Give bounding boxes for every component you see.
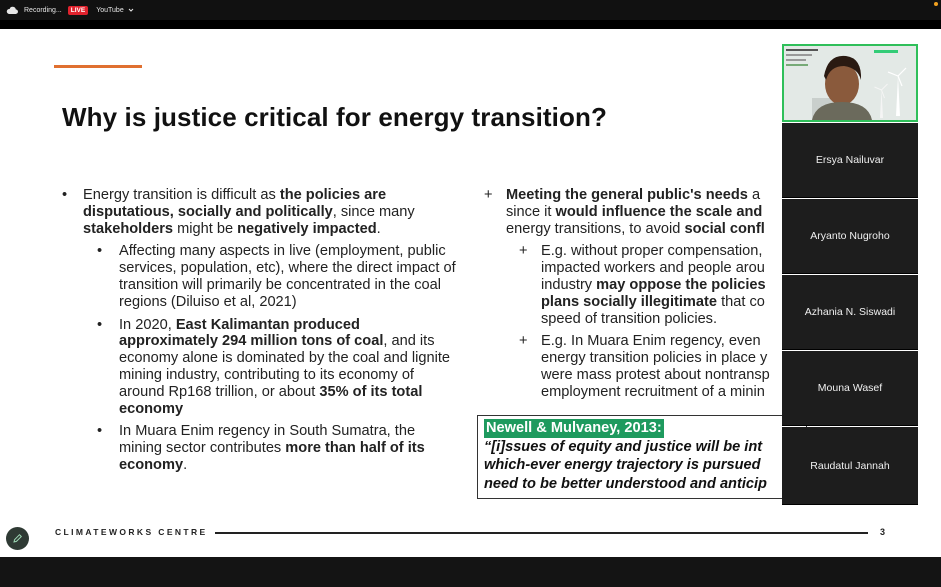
quote-line: need to be better understood and anticip (484, 475, 767, 492)
active-speaker-video[interactable] (782, 44, 918, 122)
bullet-plus: + (519, 243, 528, 260)
chevron-down-icon (128, 7, 134, 13)
annotate-button[interactable] (6, 527, 29, 550)
participants-panel (782, 44, 918, 505)
footer-divider (215, 532, 868, 534)
participant-tile[interactable]: Aryanto Nugroho (782, 199, 918, 274)
bullet-2: + Meeting the general public's needs a since it would influence the scale and energy transitions, to avoid social confl (484, 187, 765, 237)
footer-brand: CLIMATEWORKS CENTRE (55, 527, 208, 537)
quote-box (477, 415, 807, 499)
sub-bullet-2: • In 2020, East Kalimantan produced approximately 294 million tons of coal, and its economy alone is dominated by the coal and lignite mining industry, contributing to its economy of around Rp168 trillion, or about 35% of its total economy (97, 316, 451, 417)
recording-bar (0, 0, 941, 20)
participant-tile[interactable]: Azhania N. Siswadi (782, 275, 918, 350)
sub-bullet-3: • In Muara Enim regency in South Sumatra, the mining sector contributes more than half of its economy. (97, 423, 425, 473)
right-column (484, 187, 784, 407)
accent-line (54, 65, 142, 68)
recording-label: Recording... (24, 6, 62, 14)
left-column (62, 187, 460, 480)
stream-target-label: YouTube (96, 6, 124, 14)
bullet-dot: • (97, 316, 103, 333)
bullet-dot: • (97, 243, 103, 260)
live-badge: LIVE (68, 6, 88, 15)
page-number: 3 (880, 527, 886, 537)
pencil-icon (12, 533, 23, 544)
slide-title: Why is justice critical for energy transition? (62, 102, 607, 132)
bullet-dot: • (97, 423, 103, 440)
quote-line: “[i]ssues of equity and justice will be int (484, 438, 763, 455)
quote-citation: Newell & Mulvaney, 2013: (486, 420, 662, 436)
participant-tile[interactable]: Mouna Wasef (782, 351, 918, 426)
status-dot (934, 2, 938, 6)
sub-bullet-5: + E.g. In Muara Enim regency, even energy transition policies in place y were mass protest about nontransp employment recruitment of a minin (519, 333, 770, 400)
bullet-dot: • (62, 187, 68, 203)
stream-target-dropdown[interactable] (96, 7, 134, 14)
bullet-plus: + (484, 187, 493, 203)
sub-bullet-1: • Affecting many aspects in live (employment, public services, population, etc), where the direct impact of transition will primarily be concentrated in the coal regions (Diluiso et al, 2021) (97, 243, 456, 310)
cloud-record-icon (6, 6, 18, 15)
participant-tile[interactable]: Ersya Nailuvar (782, 123, 918, 198)
bullet-1: • Energy transition is difficult as the policies are disputatious, socially and politically, since many stakeholders might be negatively impacted. (62, 187, 415, 237)
participant-tile[interactable]: Raudatul Jannah (782, 427, 918, 505)
bullet-plus: + (519, 333, 528, 350)
sub-bullet-4: + E.g. without proper compensation, impacted workers and people arou industry may oppose the policies plans socially illegitimate that co speed of transition policies. (519, 243, 766, 327)
speaker-video-frame (784, 46, 916, 120)
quote-line: which-ever energy trajectory is pursued (484, 457, 761, 473)
bottom-bar (0, 557, 941, 587)
